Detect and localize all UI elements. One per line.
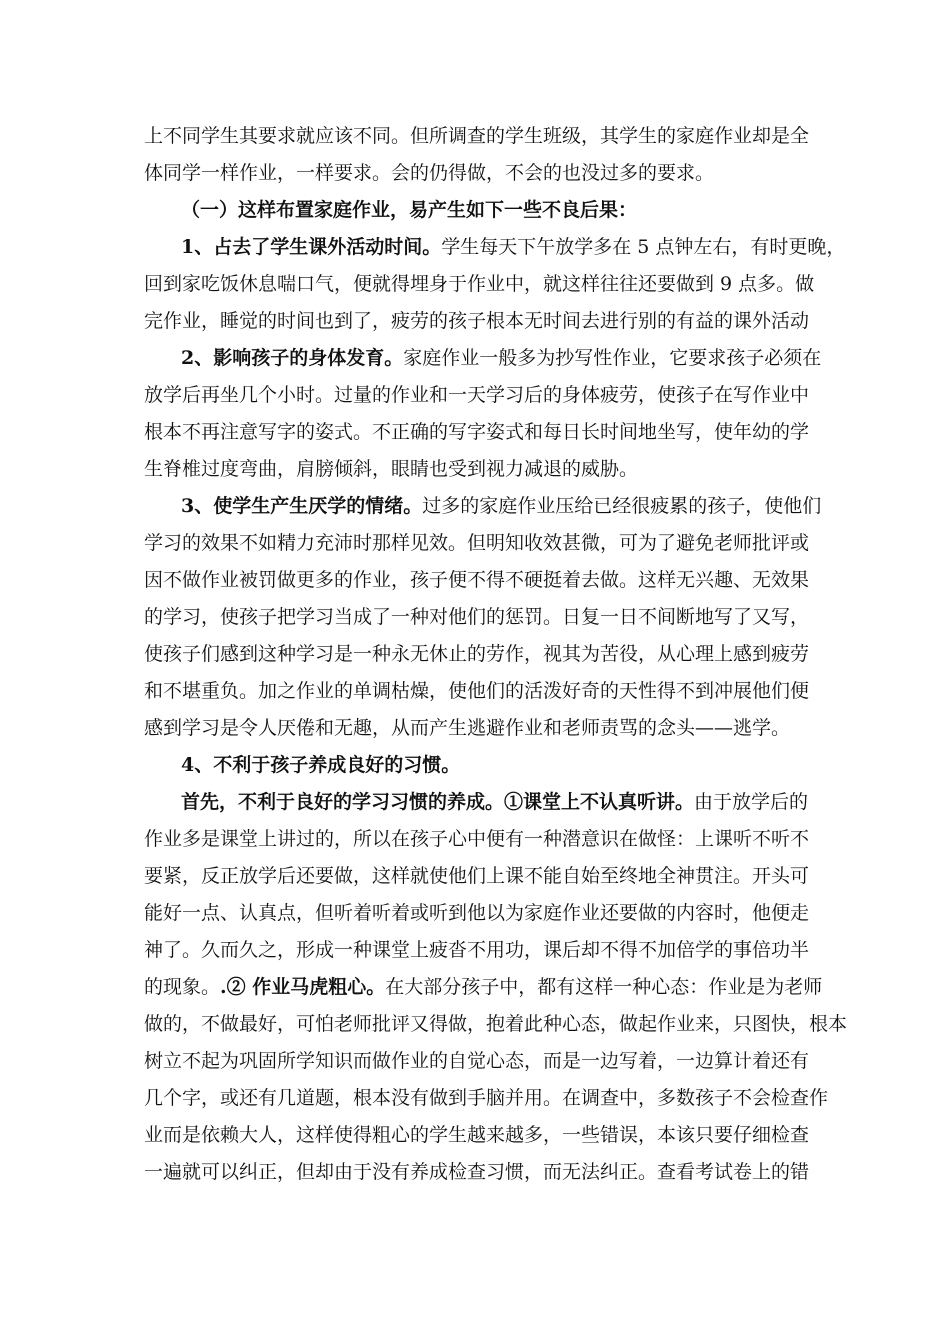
text-run: 树立不起为巩固所学知识而做作业的自觉心态，而是一边写着，一边算计着还有 xyxy=(144,1050,810,1072)
text-line xyxy=(144,863,910,889)
text-line xyxy=(181,493,910,519)
bold-text-run: 1、占去了学生课外活动时间。 xyxy=(181,236,442,258)
text-run: 使孩子们感到这种学习是一种永无休止的劳作，视其为苦役，从心理上感到疲劳 xyxy=(144,643,810,665)
text-run: 学生每天下午放学多在 5 点钟左右，有时更晚， xyxy=(441,236,846,258)
text-run: 学习的效果不如精力充沛时那样见效。但明知收效甚微，可为了避免老师批评或 xyxy=(144,532,810,554)
text-run: 神了。久而久之，形成一种课堂上疲沓不用功，课后却不得不加倍学的事倍功半 xyxy=(144,939,810,961)
text-line xyxy=(144,530,910,556)
bold-text-run: .② 作业马虎粗心。 xyxy=(220,976,386,998)
text-run: 业而是依赖大人，这样使得粗心的学生越来越多，一些错误，本该只要仔细检查 xyxy=(144,1124,810,1146)
text-run: 生脊椎过度弯曲，肩膀倾斜，眼睛也受到视力减退的威胁。 xyxy=(144,458,639,480)
text-line xyxy=(144,715,910,741)
text-run: 体同学一样作业，一样要求。会的仍得做，不会的也没过多的要求。 xyxy=(144,162,715,184)
text-line xyxy=(181,752,910,778)
text-line xyxy=(144,937,910,963)
text-run: 上不同学生其要求就应该不同。但所调查的学生班级，其学生的家庭作业却是全 xyxy=(144,125,810,147)
text-line xyxy=(181,345,910,371)
text-line xyxy=(144,123,910,149)
text-run: 能好一点、认真点，但听着听着或听到他以为家庭作业还要做的内容时，他便走 xyxy=(144,902,810,924)
text-line xyxy=(144,567,910,593)
text-run: 完作业，睡觉的时间也到了，疲劳的孩子根本无时间去进行别的有益的课外活动 xyxy=(144,310,810,332)
text-run: 根本不再注意写字的姿式。不正确的写字姿式和每日长时间地坐写，使年幼的学 xyxy=(144,421,810,443)
text-run: 几个字，或还有几道题，根本没有做到手脑并用。在调查中，多数孩子不会检查作 xyxy=(144,1087,829,1109)
text-run: 由于放学后的 xyxy=(694,791,809,813)
text-run: 放学后再坐几个小时。过量的作业和一天学习后的身体疲劳，使孩子在写作业中 xyxy=(144,384,810,406)
text-run: 在大部分孩子中，都有这样一种心态：作业是为老师 xyxy=(385,976,823,998)
text-run: 因不做作业被罚做更多的作业，孩子便不得不硬挺着去做。这样无兴趣、无效果 xyxy=(144,569,810,591)
text-line xyxy=(181,197,910,223)
text-line xyxy=(144,1159,910,1185)
text-run: 感到学习是令人厌倦和无趣，从而产生逃避作业和老师责骂的念头——逃学。 xyxy=(144,717,791,739)
text-run: 作业多是课堂上讲过的，所以在孩子心中便有一种潜意识在做怪：上课听不听不 xyxy=(144,828,810,850)
text-run: 的学习，使孩子把学习当成了一种对他们的惩罚。日复一日不间断地写了又写， xyxy=(144,606,810,628)
text-line xyxy=(144,604,910,630)
text-line xyxy=(144,1085,910,1111)
bold-text-run: 2、影响孩子的身体发育。 xyxy=(181,347,404,369)
bold-text-run: 3、使学生产生厌学的情绪。 xyxy=(181,495,423,517)
text-line xyxy=(144,419,910,445)
text-line xyxy=(144,900,910,926)
text-line xyxy=(144,974,910,1000)
text-run: 做的，不做最好，可怕老师批评又得做，抱着此种心态，做起作业来，只图快，根本 xyxy=(144,1013,848,1035)
text-line xyxy=(144,382,910,408)
text-run: 过多的家庭作业压给已经很疲累的孩子，使他们 xyxy=(422,495,822,517)
text-line xyxy=(144,641,910,667)
text-run: 和不堪重负。加之作业的单调枯燥，使他们的活泼好奇的天性得不到冲展他们便 xyxy=(144,680,810,702)
text-line xyxy=(144,160,910,186)
text-run: 家庭作业一般多为抄写性作业，它要求孩子必须在 xyxy=(403,347,822,369)
bold-text-run: （一）这样布置家庭作业，易产生如下一些不良后果： xyxy=(181,199,638,221)
text-run: 的现象。 xyxy=(144,976,221,998)
text-line xyxy=(144,826,910,852)
text-run: 一遍就可以纠正，但却由于没有养成检查习惯，而无法纠正。查看考试卷上的错 xyxy=(144,1161,810,1183)
text-line xyxy=(144,308,910,334)
text-line xyxy=(144,1048,910,1074)
text-line xyxy=(144,271,910,297)
text-line xyxy=(144,678,910,704)
text-line xyxy=(181,789,910,815)
text-line xyxy=(181,234,910,260)
text-line xyxy=(144,1122,910,1148)
text-run: 要紧，反正放学后还要做，这样就使他们上课不能自始至终地全神贯注。开头可 xyxy=(144,865,810,887)
text-line xyxy=(144,1011,910,1037)
text-line xyxy=(144,456,910,482)
bold-text-run: 4、不利于孩子养成良好的习惯。 xyxy=(181,754,461,776)
bold-text-run: 首先，不利于良好的学习习惯的养成。①课堂上不认真听讲。 xyxy=(181,791,695,813)
text-run: 回到家吃饭休息喘口气，便就得埋身于作业中，就这样往往还要做到 9 点多。做 xyxy=(144,273,815,295)
